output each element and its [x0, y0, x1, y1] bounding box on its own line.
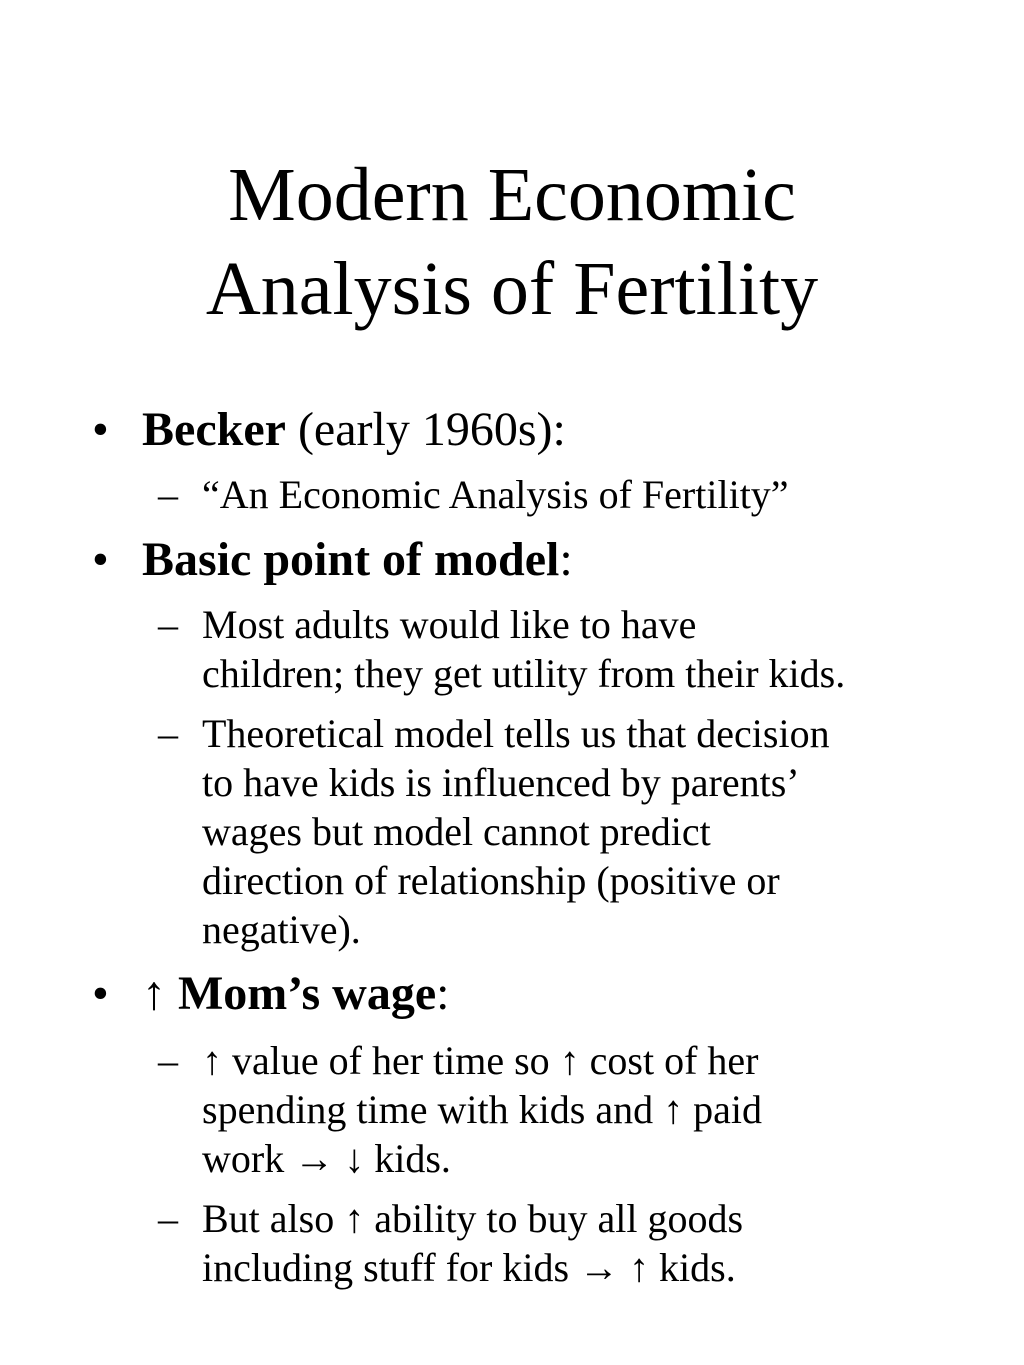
- text-line: Most adults would like to have: [202, 602, 697, 647]
- title-line-2: Analysis of Fertility: [205, 247, 819, 331]
- bullet-bold-text: Basic point of model: [142, 533, 560, 586]
- bullet-text: [142, 966, 449, 1022]
- bullet-rest-text: (early 1960s):: [285, 403, 566, 456]
- up-arrow-icon: ↑: [142, 967, 178, 1020]
- text-line: ↑ value of her time so ↑ cost of her: [202, 1038, 759, 1083]
- dash-marker: –: [158, 602, 178, 647]
- sub-item-text: [202, 709, 962, 954]
- text-line: work → ↓ kids.: [202, 1136, 451, 1181]
- text-line: negative).: [202, 907, 361, 952]
- bullet-text: [142, 532, 573, 588]
- sub-item-text: [202, 470, 962, 519]
- bullet-text: [142, 402, 566, 458]
- text-line: “An Economic Analysis of Fertility”: [202, 472, 789, 517]
- text-line: But also ↑ ability to buy all goods: [202, 1196, 744, 1241]
- text-line: Theoretical model tells us that decision: [202, 711, 830, 756]
- slide-title: [0, 148, 1024, 336]
- text-line: direction of relationship (positive or: [202, 858, 780, 903]
- dash-marker: –: [158, 711, 178, 756]
- text-line: wages but model cannot predict: [202, 809, 711, 854]
- bullet-rest-text: :: [559, 533, 573, 586]
- bullet-bold-text: Becker: [142, 403, 286, 456]
- title-line-1: Modern Economic: [228, 153, 796, 237]
- text-line: including stuff for kids → ↑ kids.: [202, 1245, 736, 1290]
- text-line: children; they get utility from their kids.: [202, 651, 846, 696]
- bullet-bold-text: Mom’s wage: [178, 967, 437, 1020]
- text-line: spending time with kids and ↑ paid: [202, 1087, 762, 1132]
- dash-marker: –: [158, 1038, 178, 1083]
- bullet-rest-text: :: [436, 967, 450, 1020]
- bullet-marker: •: [92, 403, 109, 456]
- dash-marker: –: [158, 1196, 178, 1241]
- bullet-marker: •: [92, 533, 109, 586]
- bullet-marker: •: [92, 967, 109, 1020]
- sub-item-text: [202, 600, 962, 698]
- sub-item-text: [202, 1194, 962, 1292]
- dash-marker: –: [158, 472, 178, 517]
- sub-item-text: [202, 1036, 962, 1183]
- text-line: to have kids is influenced by parents’: [202, 760, 800, 805]
